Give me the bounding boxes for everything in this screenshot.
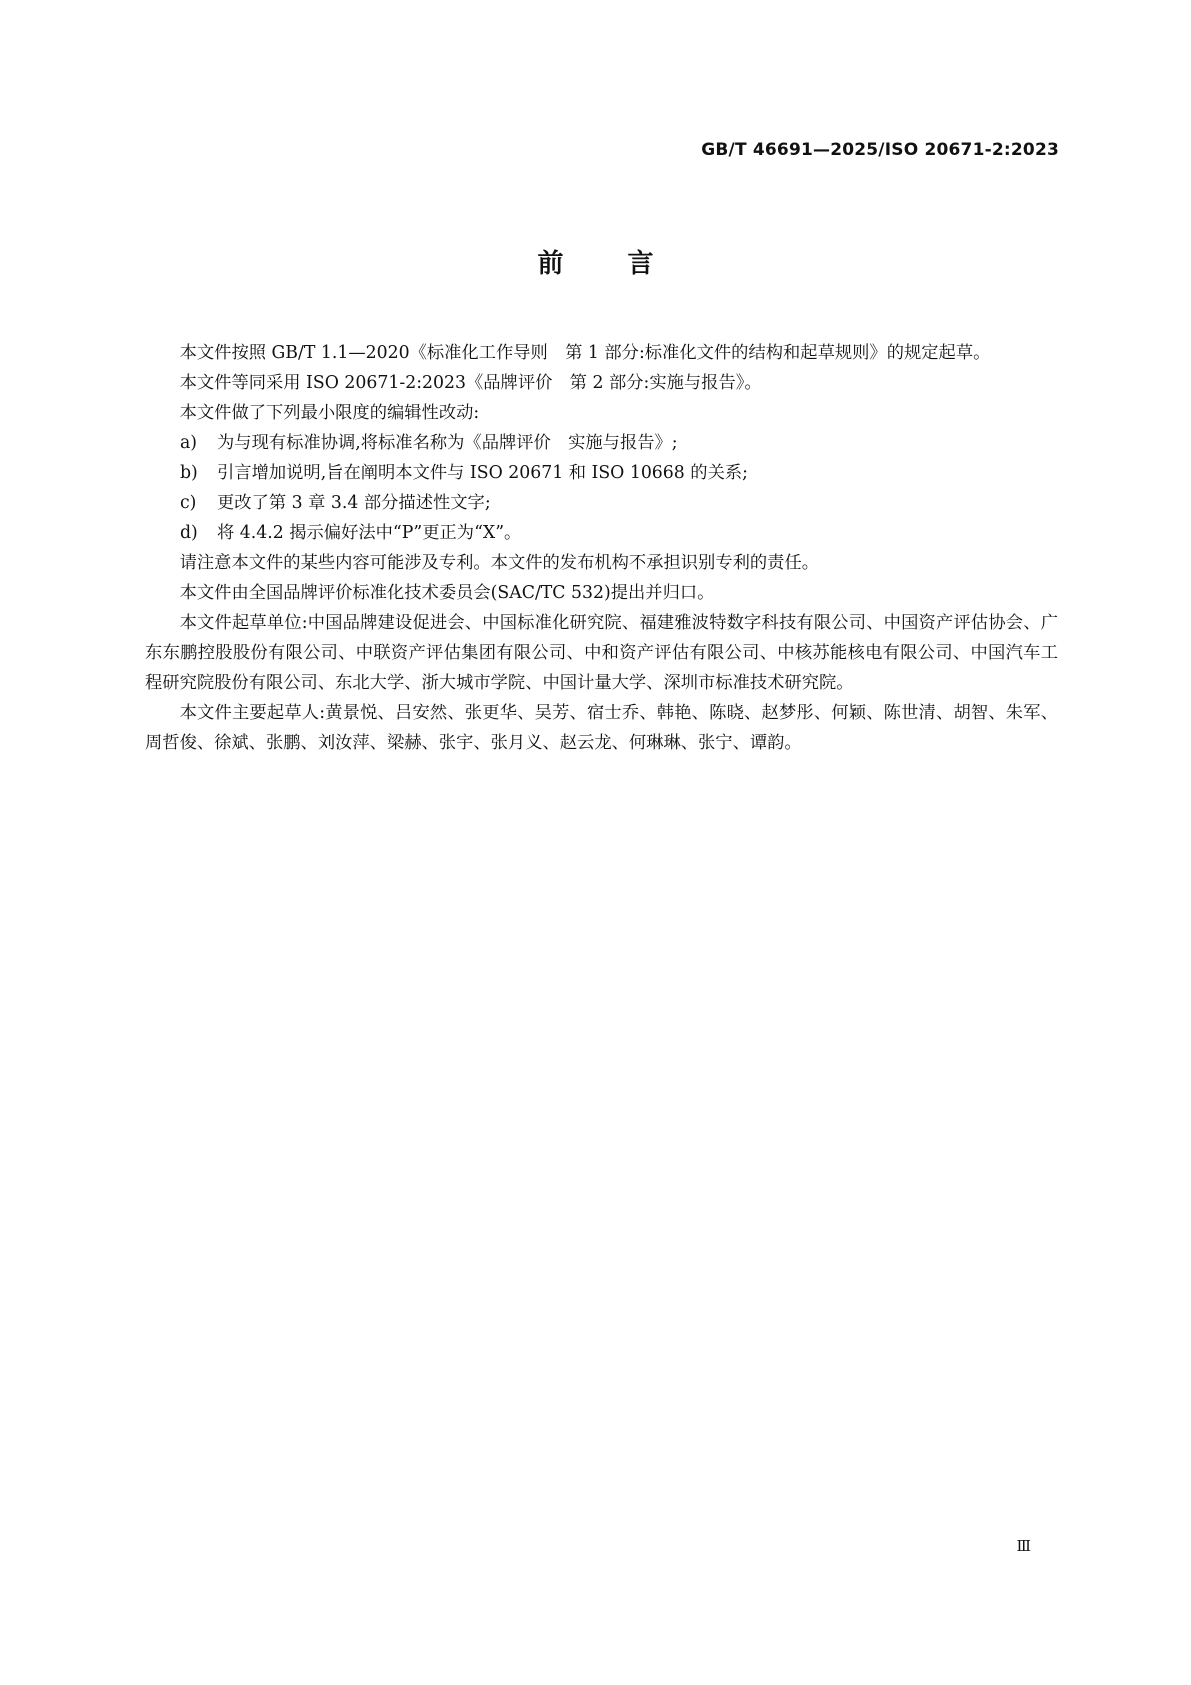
foreword-body: [145, 338, 1058, 758]
paragraph-drafting-rules: 本文件按照 GB/T 1.1—2020《标准化工作导则 第 1 部分:标准化文件的结构和起草规则》的规定起草。: [179, 343, 991, 363]
list-item-text: 引言增加说明,旨在阐明本文件与 ISO 20671 和 ISO 10668 的关系;: [217, 463, 748, 483]
paragraph-changes-intro: 本文件做了下列最小限度的编辑性改动:: [179, 403, 480, 423]
list-marker: b): [180, 463, 198, 483]
title-char-2: 言: [627, 249, 654, 279]
page-title: [0, 243, 1191, 280]
paragraph-drafters: 本文件主要起草人:黄景悦、吕安然、张更华、吴芳、宿士乔、韩艳、陈晓、赵梦彤、何颖、陈世清、胡智、朱军、周哲俊、徐斌、张鹏、刘汝萍、梁赫、张宇、张月义、赵云龙、何琳琳、张宁、谭韵。: [145, 703, 1058, 753]
standard-code: GB/T 46691—2025/ISO 20671-2:2023: [701, 140, 1059, 160]
list-item-text: 将 4.4.2 揭示偏好法中“P”更正为“X”。: [217, 523, 522, 543]
list-item-text: 更改了第 3 章 3.4 部分描述性文字;: [217, 493, 491, 513]
paragraph-adoption: 本文件等同采用 ISO 20671-2:2023《品牌评价 第 2 部分:实施与报告》。: [179, 373, 762, 393]
paragraph-proposer: 本文件由全国品牌评价标准化技术委员会(SAC/TC 532)提出并归口。: [179, 583, 715, 603]
title-char-1: 前: [537, 249, 564, 279]
list-marker: c): [180, 493, 197, 513]
list-item-text: 为与现有标准协调,将标准名称为《品牌评价 实施与报告》;: [217, 433, 678, 453]
list-item: [145, 458, 1058, 488]
paragraph-drafting-units: 本文件起草单位:中国品牌建设促进会、中国标准化研究院、福建雅波特数字科技有限公司、中国资产评估协会、广东东鹏控股股份有限公司、中联资产评估集团有限公司、中和资产评估有限公司、中核苏能核电有限公司、中国汽车工程研究院股份有限公司、东北大学、浙大城市学院、中国计量大学、深圳市标准技术研究院。: [145, 613, 1058, 693]
list-item: [145, 488, 1058, 518]
list-marker: d): [180, 523, 198, 543]
list-item: [145, 428, 1058, 458]
list-item: [145, 518, 1058, 548]
paragraph-patent-notice: 请注意本文件的某些内容可能涉及专利。本文件的发布机构不承担识别专利的责任。: [179, 553, 820, 573]
page-number: Ⅲ: [1016, 1537, 1031, 1555]
list-marker: a): [180, 433, 198, 453]
